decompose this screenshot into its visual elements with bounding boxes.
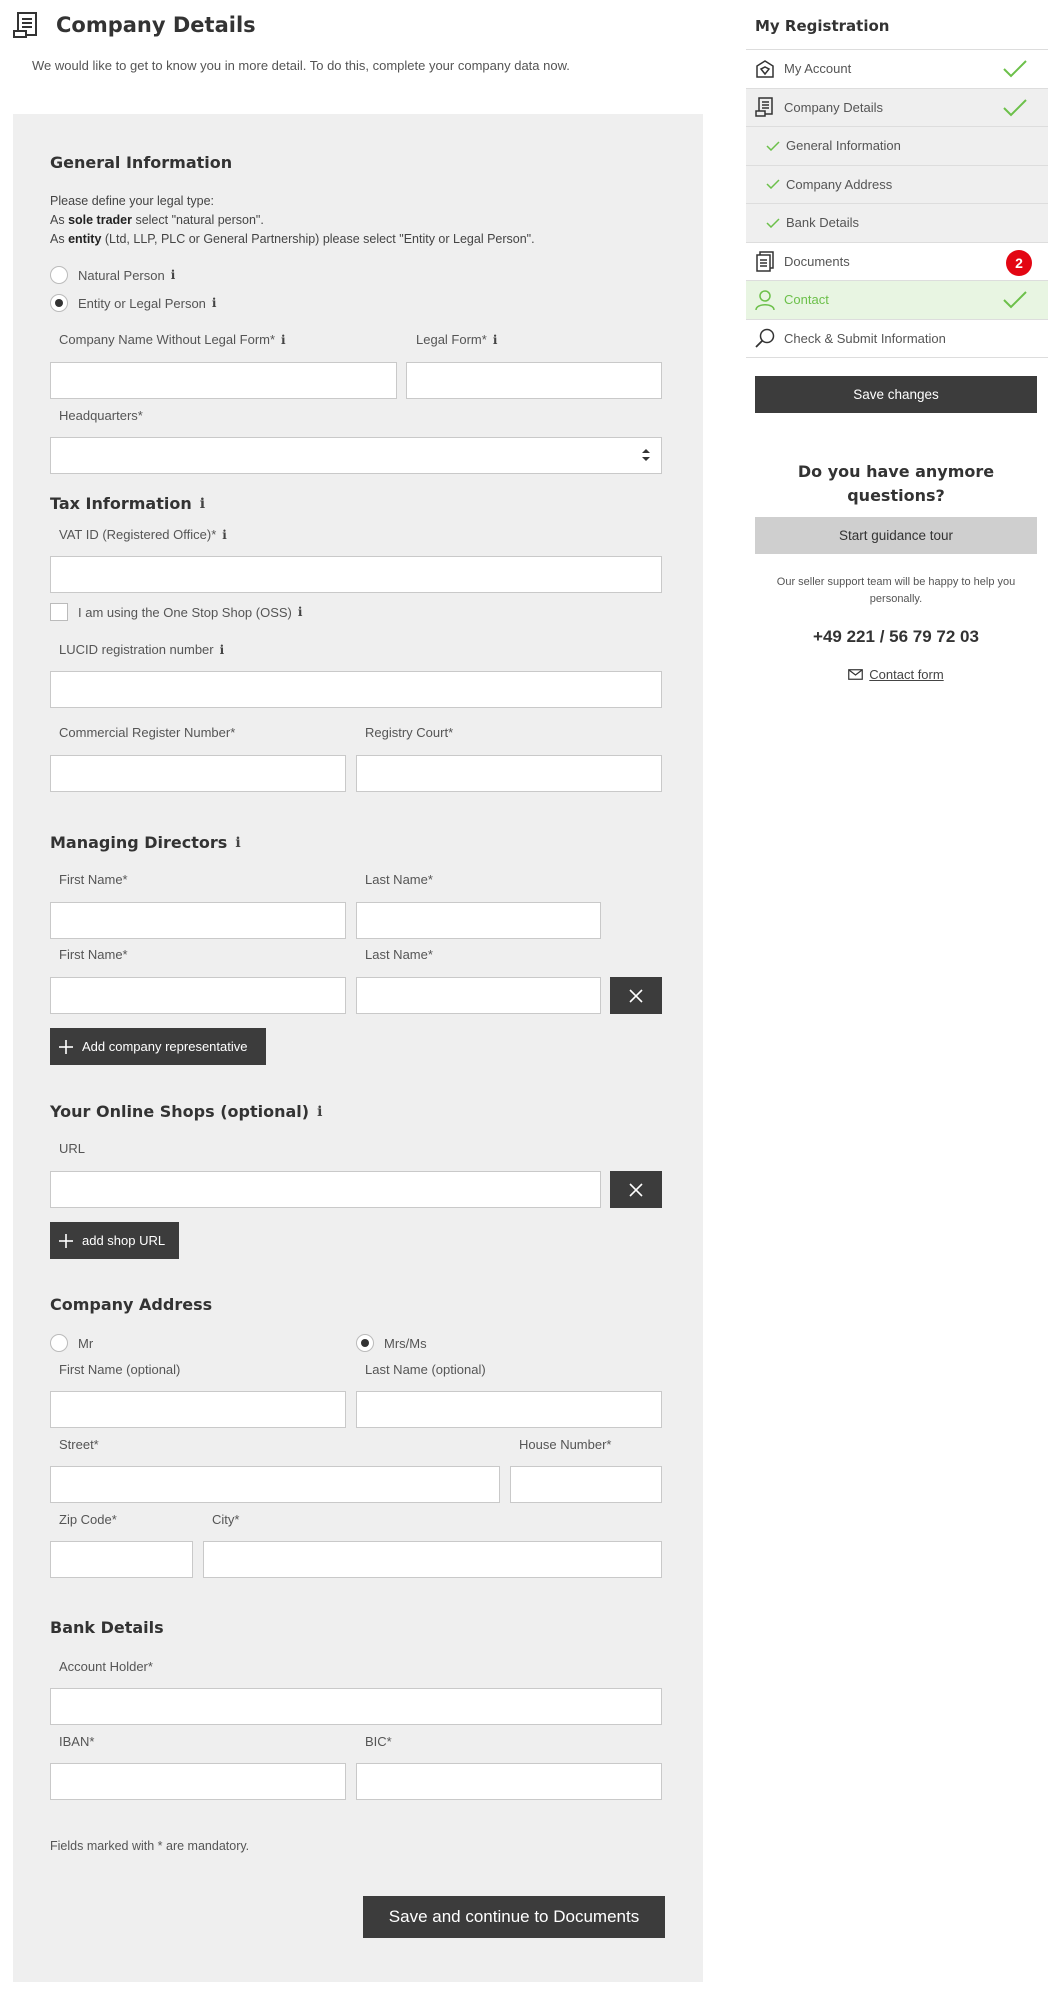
bank-details-title [50, 1618, 164, 1637]
contact-form-label[interactable]: Contact form [869, 667, 944, 682]
sidebar-item-label: Contact [784, 292, 829, 308]
lucid-input[interactable] [50, 671, 662, 708]
info-icon[interactable]: i [199, 495, 206, 512]
general-info-title-text: General Information [50, 153, 233, 172]
support-text: Our seller support team will be happy to help you personally. [776, 576, 1016, 605]
person-icon [754, 289, 776, 311]
bank-details-title-text: Bank Details [50, 1618, 164, 1637]
legal-form-label-text: Legal Form* [416, 332, 487, 347]
select-arrows-icon [641, 447, 651, 463]
save-continue-button[interactable]: Save and continue to Documents [363, 1896, 665, 1938]
legal-type-line3 [50, 230, 535, 249]
account-holder-input[interactable] [50, 1688, 662, 1725]
online-shops-title-text: Your Online Shops (optional) [50, 1102, 310, 1121]
search-icon [754, 327, 776, 349]
director2-first-name-label: First Name* [59, 947, 128, 962]
page-header [12, 10, 256, 40]
director2-last-name-label: Last Name* [365, 947, 433, 962]
registry-court-label: Registry Court* [365, 725, 454, 740]
plus-icon [58, 1233, 74, 1249]
house-number-input[interactable] [510, 1466, 662, 1503]
sidebar-item-general-information[interactable] [746, 127, 1048, 166]
radio-natural-person[interactable] [50, 266, 175, 284]
questions-heading: Do you have anymore questions? [797, 462, 995, 505]
sidebar-item-documents[interactable] [746, 243, 1048, 282]
company-address-title [50, 1295, 212, 1314]
legal-type-line2-bold: sole trader [68, 213, 132, 227]
managing-directors-title-text: Managing Directors [50, 833, 228, 852]
add-representative-label: Add company representative [82, 1039, 248, 1054]
company-address-title-text: Company Address [50, 1295, 213, 1314]
company-name-label [59, 332, 286, 347]
tax-info-title-text: Tax Information [50, 494, 192, 513]
lucid-label-text: LUCID registration number [59, 642, 214, 657]
director2-first-name-input[interactable] [50, 977, 346, 1014]
form-panel [13, 114, 703, 1982]
headquarters-select[interactable] [50, 437, 662, 474]
address-first-name-input[interactable] [50, 1391, 346, 1428]
radio-natural-label: Natural Person [78, 267, 165, 283]
mandatory-note: Fields marked with * are mandatory. [50, 1839, 250, 1853]
headquarters-label: Headquarters* [59, 408, 143, 423]
address-last-name-label: Last Name (optional) [365, 1362, 486, 1377]
sidebar-item-company-address[interactable] [746, 166, 1048, 205]
radio-mrs-label: Mrs/Ms [384, 1335, 427, 1351]
city-label: City* [212, 1512, 240, 1527]
check-icon [1002, 290, 1028, 310]
legal-type-line2-post: select "natural person". [131, 213, 264, 227]
company-name-input[interactable] [50, 362, 397, 399]
registry-court-input[interactable] [356, 755, 662, 792]
sidebar-item-check-submit[interactable] [746, 320, 1048, 359]
general-info-title [50, 153, 232, 172]
oss-label: I am using the One Stop Shop (OSS) [78, 604, 292, 620]
check-icon [766, 218, 780, 228]
vat-label-text: VAT ID (Registered Office)* [59, 527, 217, 542]
info-icon[interactable]: i [222, 527, 227, 542]
check-icon [1002, 98, 1028, 118]
legal-type-text [50, 192, 535, 249]
legal-type-line2-pre: As [50, 213, 69, 227]
radio-circle[interactable] [50, 266, 68, 284]
sidebar-item-label: Documents [784, 253, 850, 269]
save-changes-button[interactable]: Save changes [755, 376, 1037, 413]
url-label: URL [59, 1141, 86, 1156]
director1-last-name-input[interactable] [356, 902, 601, 939]
legal-type-line3-post: (Ltd, LLP, PLC or General Partnership) please select "Entity or Legal Person". [101, 232, 535, 246]
director1-first-name-input[interactable] [50, 902, 346, 939]
sidebar-item-label: Company Address [786, 176, 893, 192]
radio-entity-label: Entity or Legal Person [78, 295, 206, 311]
sidebar-item-my-account[interactable] [746, 50, 1048, 89]
city-input[interactable] [203, 1541, 662, 1578]
bic-input[interactable] [356, 1763, 662, 1800]
legal-form-input[interactable] [406, 362, 662, 399]
sidebar-item-bank-details[interactable] [746, 204, 1048, 243]
account-icon [754, 58, 776, 80]
radio-mr-label: Mr [78, 1335, 94, 1351]
check-icon [766, 179, 780, 189]
remove-director-button[interactable] [610, 977, 662, 1014]
checkbox-box[interactable] [50, 603, 68, 621]
documents-icon [754, 250, 776, 272]
info-icon[interactable]: i [297, 605, 303, 619]
add-shop-url-button[interactable] [50, 1222, 179, 1259]
radio-circle-checked[interactable] [356, 1334, 374, 1352]
guidance-tour-button[interactable]: Start guidance tour [755, 517, 1037, 554]
company-name-label-text: Company Name Without Legal Form* [59, 332, 276, 347]
info-icon[interactable]: i [281, 332, 286, 347]
sidebar-item-contact[interactable] [746, 281, 1048, 320]
sidebar-item-label: General Information [786, 138, 901, 154]
street-input[interactable] [50, 1466, 500, 1503]
online-shops-title [50, 1102, 322, 1121]
add-shop-url-label: add shop URL [82, 1233, 166, 1248]
legal-type-line3-bold: entity [68, 232, 102, 246]
shop-url-input[interactable] [50, 1171, 601, 1208]
managing-directors-title [50, 833, 241, 852]
address-first-name-label: First Name (optional) [59, 1362, 181, 1377]
commercial-register-label: Commercial Register Number* [59, 725, 236, 740]
radio-entity[interactable] [50, 294, 216, 312]
document-icon [12, 10, 42, 40]
info-icon[interactable]: i [170, 268, 176, 282]
oss-checkbox[interactable] [50, 603, 302, 621]
legal-type-line1: Please define your legal type: [50, 194, 214, 208]
info-icon[interactable]: i [492, 332, 498, 347]
radio-mrs[interactable] [356, 1334, 427, 1352]
close-icon [629, 1183, 643, 1197]
bic-label: BIC* [365, 1734, 392, 1749]
notification-badge: 2 [1006, 250, 1032, 276]
sidebar-item-label: Bank Details [786, 215, 859, 231]
remove-shop-url-button[interactable] [610, 1171, 662, 1208]
mail-icon [848, 669, 863, 680]
plus-icon [58, 1039, 74, 1055]
info-icon[interactable]: i [317, 1103, 323, 1120]
zip-label: Zip Code* [59, 1512, 117, 1527]
radio-circle[interactable] [50, 1334, 68, 1352]
street-label: Street* [59, 1437, 99, 1452]
sidebar-title: My Registration [755, 17, 890, 35]
info-icon[interactable]: i [235, 834, 241, 851]
sidebar-item-label: Check & Submit Information [784, 330, 946, 346]
add-representative-button[interactable] [50, 1028, 266, 1065]
director2-last-name-input[interactable] [356, 977, 601, 1014]
intro-text: We would like to get to know you in more detail. To do this, complete your company data now. [32, 58, 570, 73]
sidebar-item-company-details[interactable] [746, 89, 1048, 128]
director1-first-name-label: First Name* [59, 872, 128, 887]
vat-label [59, 527, 227, 542]
document-icon [754, 96, 776, 118]
radio-mr[interactable] [50, 1334, 93, 1352]
house-number-label: House Number* [519, 1437, 612, 1452]
account-holder-label: Account Holder* [59, 1659, 153, 1674]
director1-last-name-label: Last Name* [365, 872, 433, 887]
info-icon[interactable]: i [219, 642, 225, 657]
iban-input[interactable] [50, 1763, 346, 1800]
page-title: Company Details [56, 13, 256, 37]
close-icon [629, 989, 643, 1003]
iban-label: IBAN* [59, 1734, 95, 1749]
support-phone: +49 221 / 56 79 72 03 [813, 627, 979, 646]
contact-form-link[interactable] [755, 667, 1037, 682]
commercial-register-input[interactable] [50, 755, 346, 792]
legal-type-line3-pre: As [50, 232, 69, 246]
address-last-name-input[interactable] [356, 1391, 662, 1428]
legal-type-line2 [50, 211, 535, 230]
radio-circle-checked[interactable] [50, 294, 68, 312]
lucid-label [59, 642, 224, 657]
sidebar-nav [746, 49, 1048, 358]
check-icon [1002, 59, 1028, 79]
check-icon [766, 141, 780, 151]
info-icon[interactable]: i [211, 296, 217, 310]
tax-info-title [50, 494, 205, 513]
zip-input[interactable] [50, 1541, 193, 1578]
sidebar-item-label: My Account [784, 61, 852, 77]
sidebar-item-label: Company Details [784, 99, 883, 115]
vat-input[interactable] [50, 556, 662, 593]
legal-form-label [416, 332, 497, 347]
